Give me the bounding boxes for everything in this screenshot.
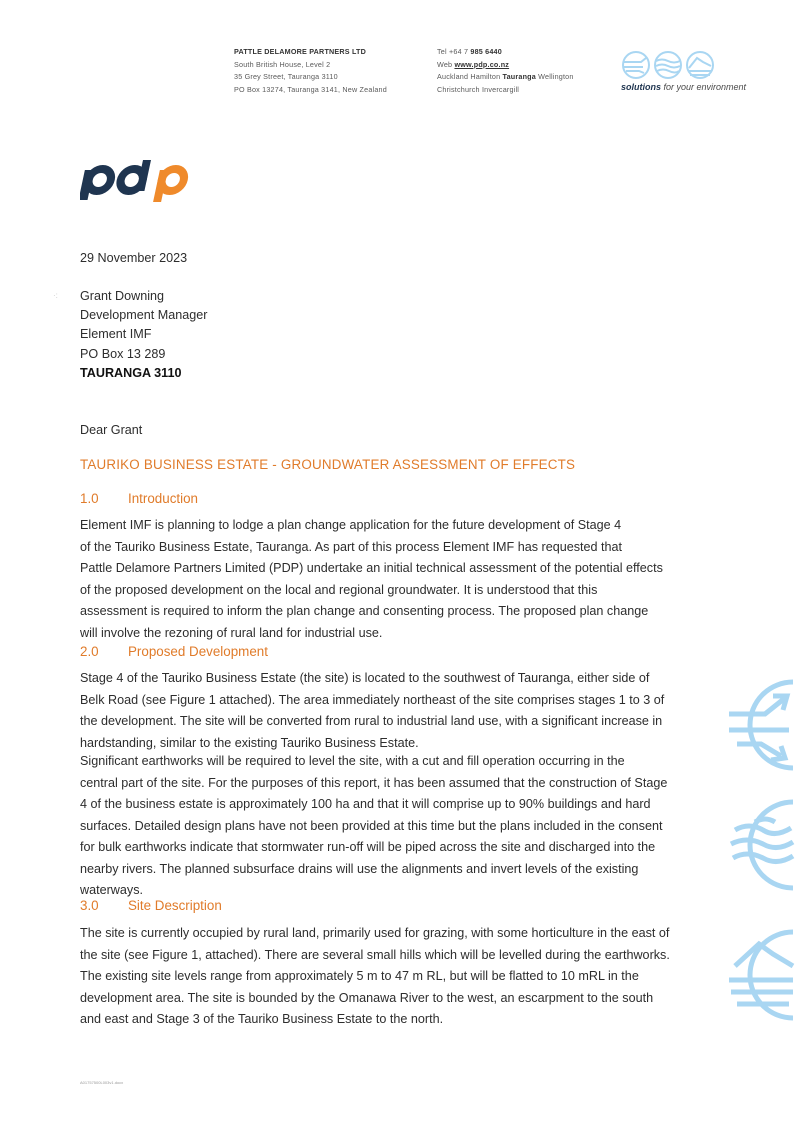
offices	[437, 71, 574, 84]
text-line: 4 of the business estate is approximately 100 ha and that it will comprise up to 90% buildings and hard	[80, 797, 651, 811]
document-title: TAURIKO BUSINESS ESTATE - GROUNDWATER ASSESSMENT OF EFFECTS	[80, 457, 576, 472]
text-line: surfaces. Detailed design plans have not been provided at this time but the plans included in the consent	[80, 818, 663, 833]
margin-mark: ·:	[53, 291, 58, 300]
tagline	[621, 82, 781, 92]
recipient-name: Grant Downing	[80, 289, 164, 303]
text-line: Stage 4 of the Tauriko Business Estate (the site) is located to the southwest of Tauranga, either side of	[80, 671, 650, 685]
environment-circles-icon	[621, 50, 717, 80]
web-label: Web	[437, 59, 455, 69]
text-line: Significant earthworks will be required to level the site, with a cut and fill operation occurring in the	[80, 754, 625, 768]
section-heading	[80, 491, 198, 506]
section-title: Site Description	[128, 898, 222, 913]
text-line: assessment is required to inform the plan change and consenting process. The proposed plan change	[80, 604, 649, 618]
text-line: of the Tauriko Business Estate, Tauranga. As part of this process Element IMF has requested that	[80, 539, 623, 554]
text-line: waterways.	[80, 883, 143, 897]
section-heading	[80, 644, 268, 659]
text-line: and east and Stage 3 of the Tauriko Business Estate to the north.	[80, 1012, 444, 1026]
pdp-logo	[80, 160, 192, 213]
text-line: the site (see Figure 1, attached). There are several small hills which will be levelled during the earthworks.	[80, 947, 670, 962]
text-line: central part of the site. For the purposes of this report, it has been assumed that the construction of Stage	[80, 775, 668, 790]
environment-logo	[621, 50, 781, 92]
section-number: 2.0	[80, 644, 99, 659]
section-heading	[80, 898, 222, 913]
recipient-po-box: PO Box 13 289	[80, 346, 166, 361]
tagline-bold: solutions	[621, 82, 661, 92]
section-number: 3.0	[80, 898, 99, 913]
water-waves-icon	[731, 802, 793, 888]
text-line: nearby rivers. The planned subsurface drains will use the alignments and invert levels of the existing	[80, 861, 639, 876]
text-line: will involve the rezoning of rural land for industrial use.	[80, 625, 383, 640]
text-line: development area. The site is bounded by the Omanawa River to the west, an escarpment to the south	[80, 990, 654, 1005]
text-line: hardstanding, similar to the existing Tauriko Business Estate.	[80, 735, 419, 750]
telephone	[437, 46, 574, 59]
tagline-text: for your environment	[661, 82, 747, 92]
text-line: Belk Road (see Figure 1 attached). The area immediately northeast of the site comprises stages 1 to 3 of	[80, 692, 665, 707]
website	[437, 59, 574, 72]
address-line: PO Box 13274, Tauranga 3141, New Zealand	[234, 84, 387, 94]
tel-label: Tel +64 7	[437, 47, 471, 56]
paragraph	[80, 668, 690, 754]
web-link[interactable]: www.pdp.co.nz	[454, 59, 510, 69]
text-line: for bulk earthworks indicate that stormwater run-off will be piped across the site and discharged into the	[80, 840, 656, 854]
recipient-role: Development Manager	[80, 308, 208, 323]
recipient-org: Element IMF	[80, 327, 152, 342]
section-title: Proposed Development	[128, 644, 268, 659]
salutation: Dear Grant	[80, 423, 143, 437]
address-line: South British House, Level 2	[234, 59, 331, 69]
paragraph	[80, 515, 690, 644]
text-line: the development. The site will be converted from rural to industrial land use, with a significant increase in	[80, 714, 663, 728]
text-line: Element IMF is planning to lodge a plan change application for the future development of Stage 4	[80, 518, 622, 532]
section-number: 1.0	[80, 491, 99, 506]
mountain-water-icon	[729, 932, 793, 1018]
section-title: Introduction	[128, 491, 198, 506]
offices-highlight: Tauranga	[502, 72, 536, 81]
pdp-logo-mark	[80, 160, 192, 208]
text-line: The site is currently occupied by rural land, primarily used for grazing, with some horticulture in the east of	[80, 926, 670, 940]
address-line: 35 Grey Street, Tauranga 3110	[234, 72, 338, 81]
recipient-address	[80, 287, 207, 383]
letterhead-contact	[437, 46, 574, 96]
text-line: Pattle Delamore Partners Limited (PDP) undertake an initial technical assessment of the potential effects	[80, 561, 663, 575]
paragraph	[80, 923, 690, 1031]
offices-text: Wellington	[535, 72, 574, 81]
text-line: The existing site levels range from approximately 5 m to 47 m RL, but will be flatted to 10 mRL in the	[80, 969, 639, 983]
letterhead-address	[234, 46, 387, 96]
letter-date: 29 November 2023	[80, 251, 188, 265]
paragraph	[80, 751, 690, 902]
offices-text: Auckland Hamilton	[437, 72, 503, 81]
offices-line2: Christchurch Invercargill	[437, 84, 520, 94]
text-line: of the proposed development on the local and regional groundwater. It is understood that this	[80, 582, 598, 597]
side-decoration	[725, 672, 795, 1037]
company-name: PATTLE DELAMORE PARTNERS LTD	[234, 47, 367, 56]
wind-circle-icon	[729, 682, 793, 768]
document-reference: A01757500L003v1.docx	[80, 1080, 124, 1085]
tel-number: 985 6440	[470, 47, 502, 56]
recipient-city: TAURANGA 3110	[80, 365, 182, 380]
